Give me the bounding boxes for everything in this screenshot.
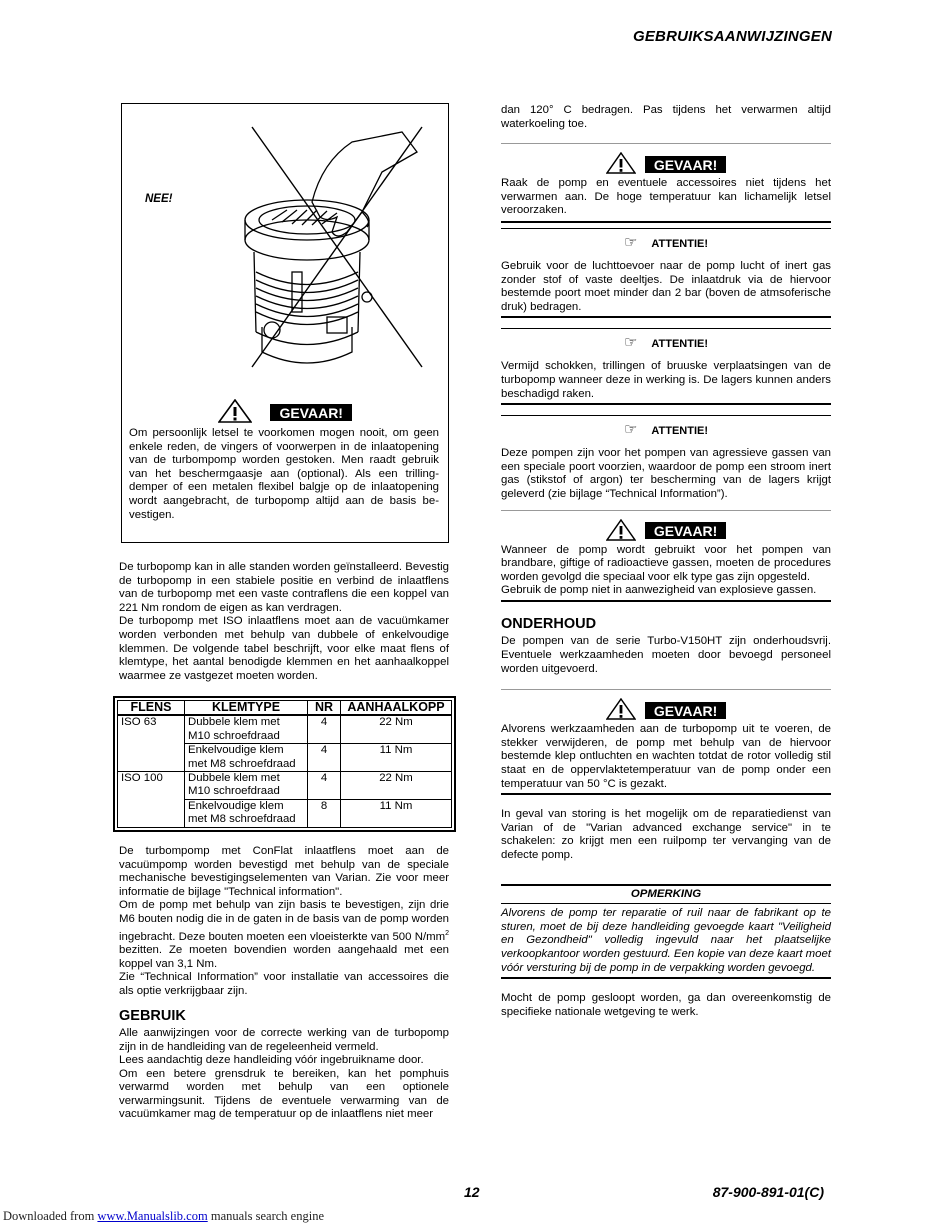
- table-cell-klemtype: Enkelvoudige klem met M8 schroefdraad: [185, 744, 308, 772]
- download-notice: Downloaded from www.Manualslib.com manuals search engine: [3, 1209, 324, 1223]
- table-header-klemtype: KLEMTYPE: [185, 701, 308, 716]
- warning-triangle-icon: [606, 152, 636, 174]
- gebruik-paragraph-3: Om een betere grensdruk te bereiken, kan het pomphuis verwarmd worden met behulp van een optionele verwarmingsunit. Tijdens de eventuele verwarming van de vacuümkamer mag de temperatuur op de inlaatflens niet meer: [119, 1067, 449, 1121]
- maintenance-text: De pompen van de serie Turbo-V150HT zijn onderhoudsvrij. Eventuele werkzaamheden moeten door bevoegd personeel worden uitgevoerd.: [501, 635, 831, 675]
- left-column-bottom: [119, 845, 449, 1122]
- repair-service-text: In geval van storing is het mogelijk om de reparatiedienst van Varian of de "Varian advanced exchange service" in te schakelen: zo krijgt men een ruilpomp ter vervanging van de defecte pomp.: [501, 808, 831, 861]
- toxic-gas-text: Wanneer de pomp wordt gebruikt voor het pompen van brandbare, giftige of radioactieve gassen, moeten de procedures worden gevolgd die speciaal voor elk type gas zijn opgesteld.: [501, 543, 831, 583]
- gebruik-heading: GEBRUIK: [119, 1008, 186, 1025]
- table-cell-flens: ISO 63: [118, 715, 185, 771]
- gevaar-badge: GEVAAR!: [645, 522, 727, 539]
- purge-gas-text: Deze pompen zijn voor het pompen van agressieve gassen van een speciale poort voorzien, waardoor de pomp een stroom inert gas (stikstof of argon) ter bescherming van de lagers krijgt geleverd (zie bijlage “Technical Information”).: [501, 447, 831, 500]
- pointing-hand-icon: ☞: [623, 233, 638, 251]
- gevaar-badge: GEVAAR!: [645, 156, 727, 173]
- install-paragraph: De turbopomp kan in alle standen worden geïnstalleerd. Bevestig de turbopomp in een stabiele positie en verbind de inlaatflens van de turbopomp met een vaste contraflens die een koppel van 221 Nm rondom de eigen as kan verdragen.: [119, 561, 449, 614]
- clamp-table: [117, 700, 452, 828]
- warning-triangle-icon: [606, 519, 636, 541]
- table-cell-klemtype: Enkelvoudige klem met M8 schroefdraad: [185, 799, 308, 827]
- table-cell-nr: 8: [308, 799, 341, 827]
- shock-warning-text: Vermijd schokken, trillingen of bruuske verplaatsingen van de turbopomp wanneer deze in werking is. De lagers kunnen anders beschadigd raken.: [501, 360, 831, 400]
- nee-label: NEE!: [145, 193, 173, 205]
- conflat-paragraph: De turbompomp met ConFlat inlaatflens moet aan de vacuümpomp worden bevestigd met behulp van de speciale mechanische bevestigingselementen van Varian. Zie voor meer informatie de bijlage "Technical information".: [119, 845, 449, 898]
- attentie-label: ATTENTIE!: [651, 338, 709, 351]
- opmerking-heading: OPMERKING: [630, 887, 702, 900]
- left-column-top: [119, 561, 449, 683]
- heating-warning-text: Raak de pomp en eventuele accessoires niet tijdens het verwarmen aan. De hoge temperatuur kan lichamelijk letsel veroorzaken.: [501, 177, 831, 217]
- page-number: 12: [464, 1184, 480, 1200]
- table-cell-nr: 4: [308, 772, 341, 800]
- table-cell-nr: 4: [308, 715, 341, 743]
- before-service-text: Alvorens werkzaamheden aan de turbopomp uit te voeren, de stekker verwijderen, de pomp met behulp van de hiervoor bestemde klep ontluchten en wachten totdat de rotor volledig stil staat en de oppervlaktetemperatuur van de pomp onder een temperatuur van 50 °C is gezakt.: [501, 723, 831, 790]
- figure-warning-text: Om persoonlijk letsel te voorkomen mogen nooit, om geen enkele reden, de vingers of voorwerpen in de inlaatopening van de turbompomp worden gestoken. Men raadt gebruik van het beschermgaasje aan (optional). Als een trilling-demper of een metalen flexibel balgje op de inlaatopening wordt aangebracht, de turbopomp altijd aan de basis be-vestigen.: [129, 427, 439, 521]
- pointing-hand-icon: ☞: [623, 334, 638, 352]
- table-cell-flens: ISO 100: [118, 772, 185, 828]
- warning-triangle-icon: [218, 399, 252, 423]
- document-code: 87-900-891-01(C): [712, 1184, 824, 1200]
- table-cell-klemtype: Dubbele klem met M10 schroefdraad: [185, 715, 308, 743]
- table-cell-klemtype: Dubbele klem met M10 schroefdraad: [185, 772, 308, 800]
- attentie-label: ATTENTIE!: [651, 237, 709, 250]
- air-supply-text: Gebruik voor de luchttoevoer naar de pomp lucht of inert gas zonder stof of vaste deeltjes. De inlaatdruk via de hiervoor bestemde poort moet minder dan 2 bar (boven de atmsoferische druk) bedragen.: [501, 259, 831, 313]
- clamp-table-frame: [113, 696, 456, 832]
- gebruik-paragraph-1: Alle aanwijzingen voor de correcte werking van de turbopomp zijn in de handleiding van de regeleenheid vermeld.: [119, 1026, 449, 1053]
- gebruik-paragraph-2: Lees aandachtig deze handleiding vóór ingebruikname door.: [119, 1054, 424, 1067]
- heating-continuation: dan 120° C bedragen. Pas tijdens het verwarmen altijd waterkoeling toe.: [501, 104, 831, 130]
- warning-triangle-icon: [606, 698, 636, 720]
- table-cell-nr: 4: [308, 744, 341, 772]
- table-header-flens: FLENS: [118, 701, 185, 716]
- attentie-label: ATTENTIE!: [651, 425, 709, 438]
- table-row: [118, 715, 452, 743]
- table-cell-koppel: 22 Nm: [341, 715, 452, 743]
- turbopump-illustration: [232, 122, 432, 372]
- table-cell-koppel: 11 Nm: [341, 744, 452, 772]
- accessories-paragraph: Zie “Technical Information” voor installatie van accessoires die als optie verkrijgbaar zijn.: [119, 971, 449, 997]
- base-mount-paragraph: Om de pomp met behulp van zijn basis te bevestigen, zijn drie M6 bouten nodig die in de gaten in de basis van de pomp worden ingebracht. Deze bouten moeten een vloeisterkte van 500 $N/mm^2$ bezitten. Ze moeten bovendien worden aangehaald met een koppel van 3,1 Nm.: [119, 899, 449, 970]
- right-column: [501, 104, 831, 1019]
- gevaar-badge: GEVAAR!: [270, 404, 352, 421]
- gevaar-badge: GEVAAR!: [645, 702, 727, 719]
- explosive-gas-text: Gebruik de pomp niet in aanwezigheid van explosieve gassen.: [501, 584, 817, 597]
- table-row: [118, 772, 452, 800]
- onderhoud-heading: ONDERHOUD: [501, 615, 597, 632]
- manualslib-link[interactable]: www.Manualslib.com: [97, 1209, 208, 1223]
- pointing-hand-icon: ☞: [623, 421, 638, 439]
- figure-warning-box: [121, 103, 449, 543]
- table-header-koppel: AANHAALKOPP: [341, 701, 452, 716]
- table-header-nr: NR: [308, 701, 341, 716]
- opmerking-text: Alvorens de pomp ter reparatie of ruil naar de fabrikant op te sturen, moet de bij deze handleiding gevoegde kaart "Veiligheid en Gezondheid" volledig ingevuld naar het plaatselijke verkoopkantoor worden gestuurd. Een kopie van deze kaart moet vóór versturing bij de pomp in de verpakking worden gevoegd.: [501, 907, 831, 974]
- page-header-title: GEBRUIKSAANWIJZINGEN: [632, 28, 832, 45]
- disposal-text: Mocht de pomp gesloopt worden, ga dan overeenkomstig de specifieke nationale wetgeving te werk.: [501, 992, 831, 1018]
- table-cell-koppel: 11 Nm: [341, 799, 452, 827]
- iso-flange-paragraph: De turbopomp met ISO inlaatflens moet aan de vacuümkamer worden verbonden met behulp van dubbele of enkelvoudige klemmen. De volgende tabel beschrijft, voor elke maat flens of klemtype, het aantal benodigde klemmen en het aanhaalkoppel waarmee ze vastgezet moeten worden.: [119, 615, 449, 682]
- table-cell-koppel: 22 Nm: [341, 772, 452, 800]
